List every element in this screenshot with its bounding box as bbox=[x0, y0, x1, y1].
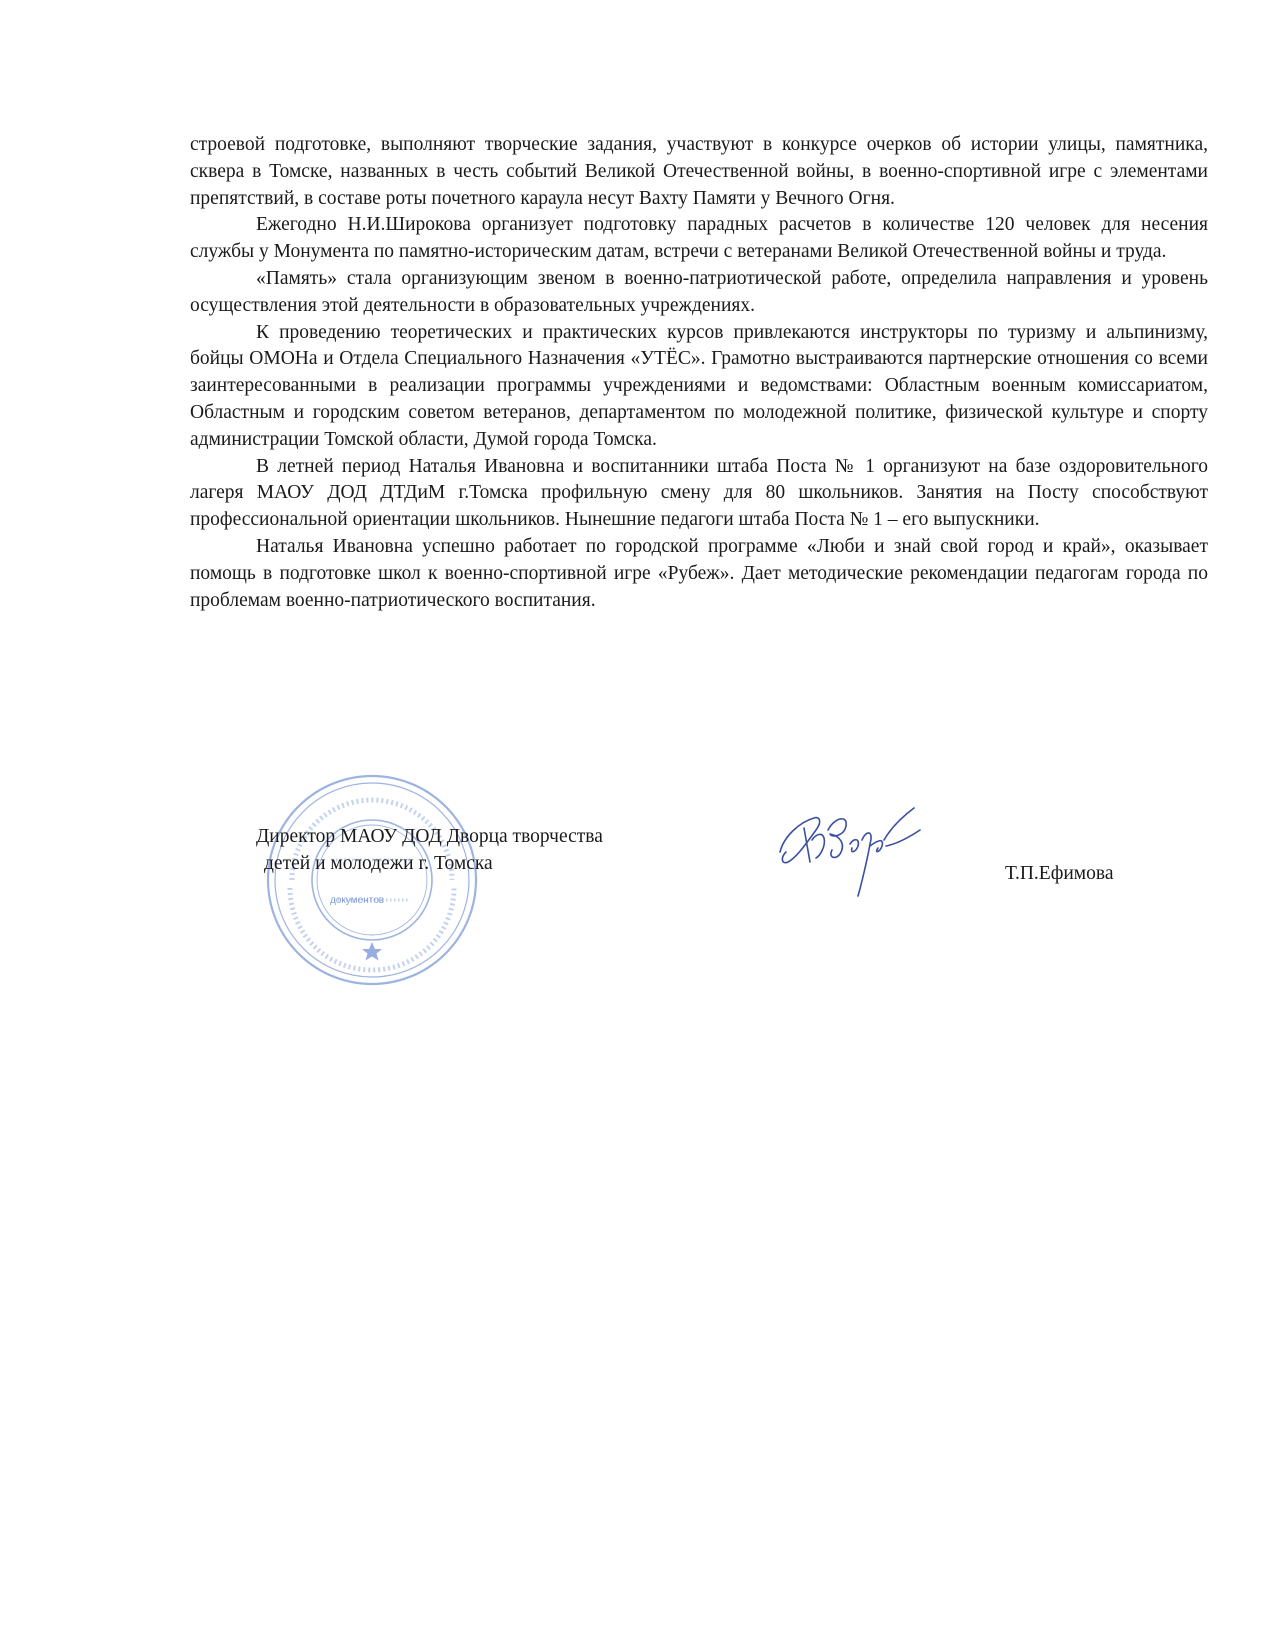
paragraph-continuation: строевой подготовке, выполняют творческие задания, участвуют в конкурсе очерков об истории улицы, памятника, сквера в Томске, названных в честь событий Великой Отечественной войны, в военно-спортивной игре с элементами препятствий, в составе роты почетного караула несут Вахту Памяти у Вечного Огня. bbox=[190, 134, 1208, 209]
paragraph-parade: Ежегодно Н.И.Широкова организует подготовку парадных расчетов в количестве 120 человек для несения службы у Монумента по памятно-историческим датам, встречи с ветеранами Великой Отечественной войны и труда. bbox=[190, 214, 1208, 263]
handwritten-signature bbox=[770, 800, 940, 900]
signatory-name: Т.П.Ефимова bbox=[1005, 863, 1114, 884]
paragraph-pamyat: «Память» стала организующим звеном в военно-патриотической работе, определила направления и уровень осуществления этой деятельности в образовательных учреждениях. bbox=[190, 267, 1208, 316]
round-seal-stamp bbox=[262, 770, 482, 990]
seal-icon bbox=[262, 770, 482, 990]
paragraph-courses: К проведению теоретических и практических курсов привлекаются инструкторы по туризму и альпинизму, бойцы ОМОНа и Отдела Специального Назначения «УТЁС». Грамотно выстраиваются партнерские отношения со всеми заинтересованными в реализации программы учреждениями и ведомствами: Областным военным комиссариатом, Областным и городским советом ветеранов, департаментом по молодежной политике, физической культуре и спорту администрации Томской области, Думой города Томска. bbox=[190, 321, 1208, 450]
signature-icon bbox=[770, 800, 940, 900]
stamp-text: документов bbox=[330, 895, 385, 906]
signatory-position-line-1: Директор МАОУ ДОД Дворца творчества bbox=[256, 826, 603, 847]
paragraph-summer: В летней период Наталья Ивановна и воспитанники штаба Поста № 1 организуют на базе оздоровительного лагеря МАОУ ДОД ДТДиМ г.Томска профильную смену для 80 школьников. Занятия на Посту способствуют профессиональной ориентации школьников. Нынешние педагоги штаба Поста № 1 – его выпускники. bbox=[190, 455, 1208, 531]
paragraph-program: Наталья Ивановна успешно работает по городской программе «Люби и знай свой город и край», оказывает помощь в подготовке школ к военно-спортивной игре «Рубеж». Дает методические рекомендации педагогам города по проблемам военно-патриотического воспитания. bbox=[190, 535, 1208, 611]
document-body bbox=[190, 132, 1208, 614]
signatory-position-line-2: детей и молодежи г. Томска bbox=[264, 853, 493, 874]
